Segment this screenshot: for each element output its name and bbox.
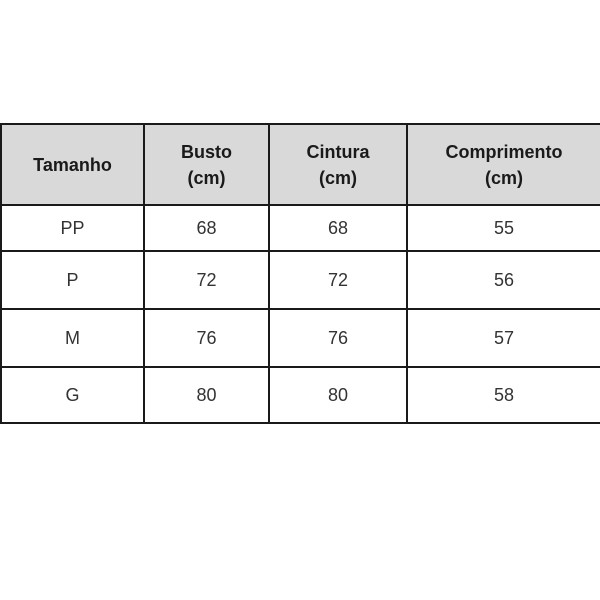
cell-size: M (1, 309, 144, 367)
cell-waist: 76 (269, 309, 407, 367)
table-row (1, 205, 600, 251)
cell-length: 55 (407, 205, 600, 251)
size-chart-table (0, 123, 600, 424)
header-size-label: Tamanho (33, 154, 112, 175)
cell-waist: 72 (269, 251, 407, 309)
header-bust-unit: (cm) (187, 167, 226, 188)
cell-size: P (1, 251, 144, 309)
header-bust-label: Busto (181, 141, 232, 162)
table-row (1, 367, 600, 423)
header-length (407, 124, 600, 205)
cell-length: 57 (407, 309, 600, 367)
header-waist-unit: (cm) (318, 167, 357, 188)
header-size (1, 124, 144, 205)
cell-bust: 80 (144, 367, 269, 423)
cell-bust: 76 (144, 309, 269, 367)
table-row (1, 251, 600, 309)
cell-bust: 72 (144, 251, 269, 309)
header-length-unit: (cm) (484, 167, 523, 188)
header-bust (144, 124, 269, 205)
header-length-label: Comprimento (445, 141, 563, 162)
table-row (1, 309, 600, 367)
cell-length: 58 (407, 367, 600, 423)
cell-bust: 68 (144, 205, 269, 251)
table-header-row (1, 124, 600, 205)
cell-size: G (1, 367, 144, 423)
header-waist (269, 124, 407, 205)
header-waist-label: Cintura (306, 141, 370, 162)
cell-size: PP (1, 205, 144, 251)
cell-waist: 80 (269, 367, 407, 423)
cell-length: 56 (407, 251, 600, 309)
cell-waist: 68 (269, 205, 407, 251)
